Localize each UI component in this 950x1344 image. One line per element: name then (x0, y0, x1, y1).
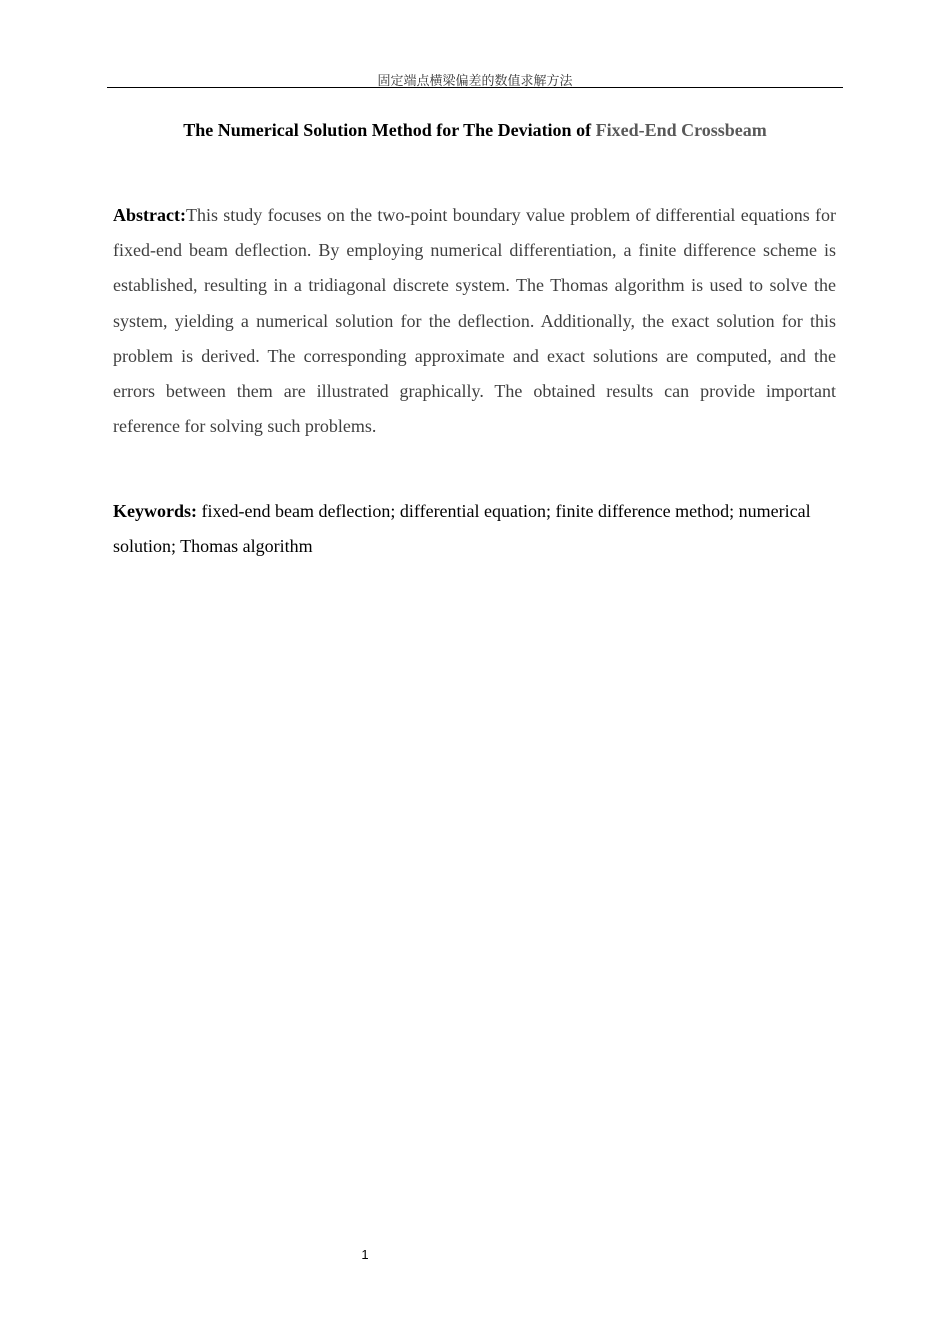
keywords-text: fixed-end beam deflection; differential equation; finite difference method; numerical solution; Thomas algorithm (113, 501, 811, 556)
running-header-title: 固定端点横梁偏差的数值求解方法 (377, 74, 573, 89)
paper-title (107, 120, 843, 141)
keywords-paragraph (113, 494, 836, 564)
abstract-text: This study focuses on the two-point boundary value problem of differential equations for fixed-end beam deflection. By employing numerical differentiation, a finite difference scheme is established, resulting in a tridiagonal discrete system. The Thomas algorithm is used to solve the system, yielding a numerical solution for the deflection. Additionally, the exact solution for this problem is derived. The corresponding approximate and exact solutions are computed, and the errors between them are illustrated graphically. The obtained results can provide important reference for solving such problems. (113, 205, 836, 437)
title-main: The Numerical Solution Method for The Deviation of (183, 120, 592, 140)
header-divider (107, 87, 843, 88)
title-accent: Fixed-End Crossbeam (595, 120, 767, 140)
page-number: 1 (361, 1247, 369, 1262)
keywords-label: Keywords: (113, 501, 197, 521)
abstract-paragraph (113, 198, 836, 444)
abstract-label: Abstract: (113, 205, 186, 225)
